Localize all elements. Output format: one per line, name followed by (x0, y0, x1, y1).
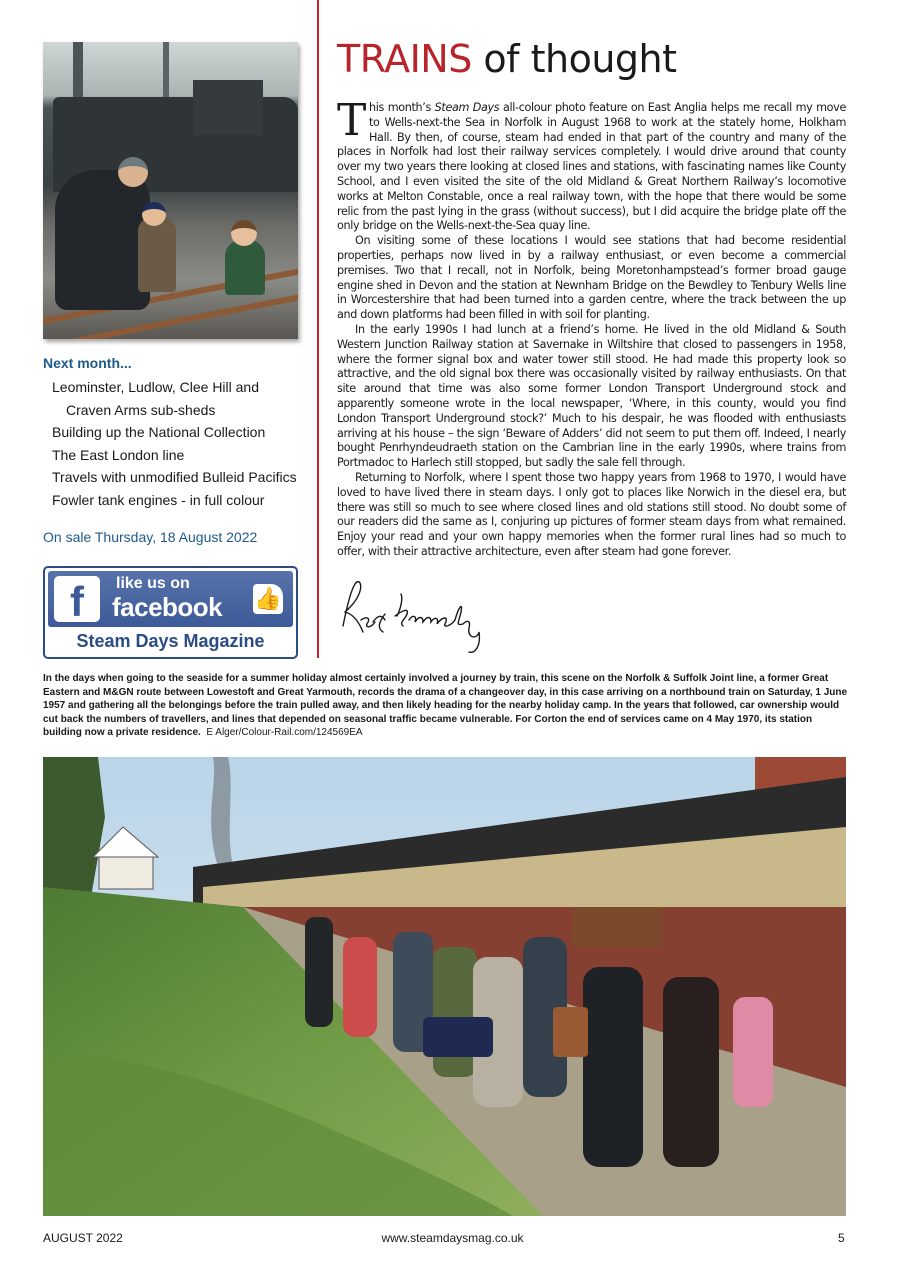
facebook-wordmark: facebook (112, 592, 223, 622)
passenger (663, 977, 719, 1167)
title-word-trains: TRAINS (337, 37, 472, 81)
railwayman-figure (55, 170, 150, 310)
next-month-item: The East London line (52, 446, 185, 463)
title-rest: of thought (471, 37, 677, 81)
passenger (305, 917, 333, 1027)
paragraph: Returning to Norfolk, where I spent those two happy years from 1968 to 1970, I would have loved to have lived there in steam days. I only got to places like Norwich in the diesel era, but there was still so much to see where closed lines and old stations still stood. No doubt some of our readers did the same as I, conjuring up pictures of former steam days from what remained. Enjoy your read and your own happy memories when the former rural lines had so much to offer, with their attractive architecture, even after steam had gone forever. (337, 470, 846, 558)
shed-photo (43, 42, 298, 339)
paragraph: On visiting some of these locations I would see stations that had become residential properties, perhaps now lived in by a railway enthusiast, or even become a commercial premises. Two that I recall, not in Norfolk, being Moretonhampstead’s former broad gauge engine shed in Devon and the station at Newnham Bridge on the Bewdley to Tenbury Wells line in Worcestershire that had been turned into a garden centre, where the track between the up and down platforms had been filled in with soil for planting. (337, 234, 846, 322)
facebook-like-text: like us on (116, 575, 190, 592)
facebook-logo-icon: f (54, 576, 100, 622)
editorial-text (337, 95, 846, 560)
facebook-page-name: Steam Days Magazine (76, 631, 265, 651)
photo-credit: E Alger/Colour-Rail.com/124569EA (206, 727, 363, 738)
next-month-item: Building up the National Collection (52, 424, 266, 441)
luggage-bag (423, 1017, 493, 1057)
railwayman-head (118, 157, 148, 187)
locomotive-cab (193, 80, 263, 135)
editor-signature (337, 576, 497, 656)
next-month-list (52, 376, 297, 512)
boy-figure (225, 240, 265, 295)
website-url[interactable]: www.steamdaysmag.co.uk (381, 1231, 524, 1245)
drop-cap: T (337, 95, 366, 146)
thumbs-up-icon: 👍 (253, 584, 283, 614)
page-title (337, 37, 677, 81)
paragraph: In the early 1990s I had lunch at a friend’s home. He lived in the old Midland & South Western Junction Railway station at Savernake in Wiltshire that closed to passengers in 1958, where the former signal box and water tower still stood. He had made this property look so attractive, and the old signal box there was occasionally visited by railway enthusiasts. On that site around that time was also some former London Transport Underground stock and apparently someone wrote in the local newspaper, ‘Where, in this county, would you find London Transport Underground stock?’ Much to his despair, he was flooded with enthusiasts arriving at his house – the sign ‘Beware of Adders’ did not seem to put them off. Indeed, I nearly bought Penrhyndeudraeth station on the Cambrian line in the early 1990s, where trains from Portmadoc to Harlech still stopped, but sadly the sale fell through. (337, 322, 846, 470)
paragraph-text: his month’s (369, 101, 435, 114)
passenger (343, 937, 377, 1037)
next-month-item: Fowler tank engines - in full colour (52, 491, 265, 508)
next-month-item: Craven Arms sub-sheds (66, 401, 216, 418)
page-number: 5 (838, 1231, 845, 1245)
paragraph (337, 95, 846, 234)
caption-text: In the days when going to the seaside for a summer holiday almost certainly involved a journey by train, this scene on the Norfolk & Suffolk Joint line, a former Great Eastern and M&GN route between Lowestoft and Great Yarmouth, records the drama of a changeover day, in this case arriving on a northbound train on Saturday, 1 June 1957 and gathering all the belongings before the train pulled away, and then likely heading for the nearby holiday camp. In the years that followed, car ownership would cut back the numbers of travellers, and lines that depended on seasonal traffic became vulnerable. For Corton the end of services came on 4 May 1970, its station building now a private residence. (43, 673, 848, 738)
magazine-name: Steam Days (434, 101, 500, 114)
suitcase (573, 907, 663, 947)
issue-date: AUGUST 2022 (43, 1231, 123, 1245)
next-month-item: Leominster, Ludlow, Clee Hill and (52, 379, 260, 395)
column-divider (317, 0, 319, 658)
facebook-banner[interactable] (43, 566, 298, 659)
boy-figure (138, 217, 176, 292)
paragraph-text: all-colour photo feature on East Anglia helps me recall my move to Wells-next-the Sea in Norfolk in August 1968 to work at the stately home, Holkham Hall. By then, of course, steam had ended in that part of the country and many of the places in Norfolk had lost their railway services completely. I would drive around that county over my two years there looking at closed lines and stations, with fascinating names like County School, and I even visited the site of the old Midland & Great Northern Railway’s locomotive works at Melton Constable, once a real railway town, with the hope that there would be some relic from the past lying in the grass (without success), but I did acquire the bridge plate off the only bridge on the Wells-next-the-Sea quay line. (337, 101, 846, 233)
passenger (433, 947, 477, 1077)
passenger (583, 967, 643, 1167)
passenger (733, 997, 773, 1107)
photo-caption (43, 672, 848, 740)
next-month-item: Travels with unmodified Bulleid Pacifics (52, 469, 297, 486)
smoke (211, 757, 233, 867)
suitcase (553, 1007, 588, 1057)
next-month-heading: Next month... (43, 355, 132, 371)
facebook-banner-bar (48, 571, 293, 627)
boy-head (142, 202, 166, 226)
station-photo (43, 757, 846, 1216)
boy-head (231, 220, 257, 246)
on-sale-date: On sale Thursday, 18 August 2022 (43, 529, 258, 545)
signal-box (99, 857, 153, 889)
